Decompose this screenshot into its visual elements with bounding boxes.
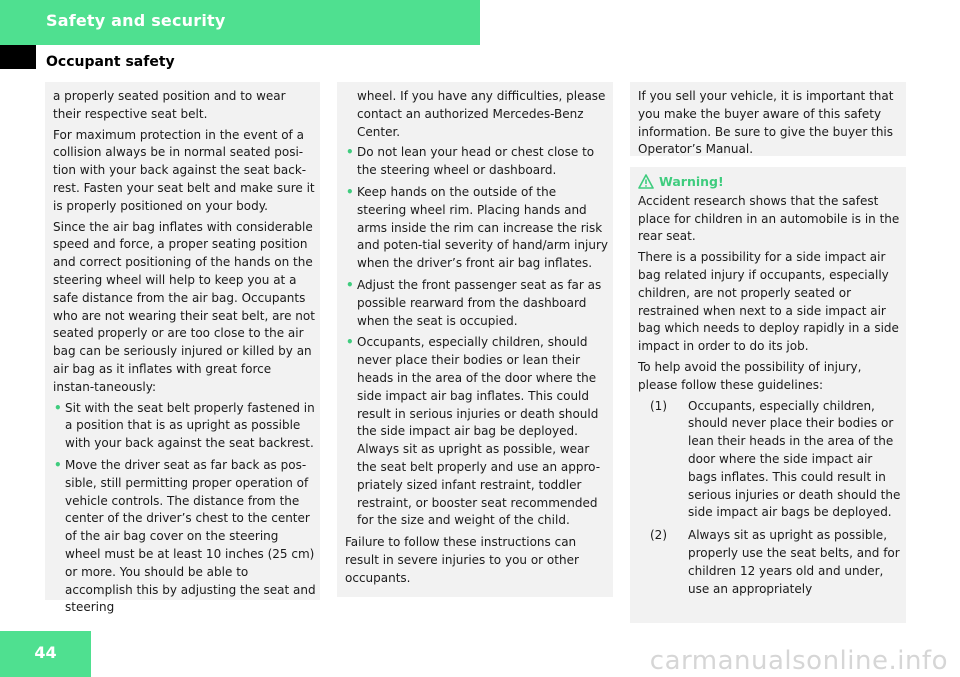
item-number: (1) [650, 398, 667, 413]
watermark: carmanualsonline.info [649, 646, 948, 676]
paragraph: To help avoid the possibility of injury, please follow these guidelines: [638, 359, 862, 392]
bullet-icon: • [346, 277, 354, 292]
bullet-list [53, 400, 316, 618]
page-number: 44 [34, 643, 57, 662]
list-item [638, 398, 902, 523]
numbered-list [638, 398, 902, 599]
paragraph: Since the air bag inflates with considerable speed and force, a proper seating position and correct positioning of the hands on the steering wheel will help to keep you at a safe distance from the air bag. Occupants who are not wearing their seat belt, are not seated properly or are too close to the air bag can be seriously injured or killed by an air bag as it inflates with great force instan-taneously: [53, 219, 315, 394]
paragraph: There is a possibility for a side impact air bag related injury if occupants, especially children, are not properly seated or restrained when next to a side impact air bag which needs to deploy rapidly in a side impact in order to do its job. [638, 250, 899, 354]
warning-heading [638, 173, 902, 191]
list-item: • Do not lean your head or chest close to the steering wheel or dashboard. [346, 145, 595, 178]
list-item: • Sit with the seat belt properly fastened in a position that is as upright as possible with your back against the seat backrest. [54, 400, 315, 451]
bullet-icon: • [346, 184, 354, 199]
bullet-icon: • [346, 335, 354, 350]
section-title: Safety and security [46, 11, 226, 30]
paragraph-continued: wheel. If you have any difficulties, please contact an authorized Mercedes-Benz Center. [357, 89, 606, 139]
warning-title: Warning! [659, 174, 724, 189]
text-column-2 [337, 82, 613, 597]
list-item [638, 527, 902, 598]
bullet-icon: • [346, 145, 354, 160]
text-column-3-note [630, 82, 906, 156]
paragraph: If you sell your vehicle, it is important that you make the buyer aware of this safety information. Be sure to give the buyer this Operator’s Manual. [638, 89, 894, 157]
list-item: • Keep hands on the outside of the steering wheel rim. Placing hands and arms inside the rim can increase the risk and poten-tial severity of hand/arm injury when the driver’s front air bag inflates. [346, 184, 609, 271]
list-item: • Adjust the front passenger seat as far as possible rearward from the dashboard when the seat is occupied. [346, 277, 602, 328]
paragraph: Accident research shows that the safest place for children in an automobile is in the rear seat. [638, 193, 900, 244]
warning-triangle-icon [638, 174, 654, 189]
header-band [0, 0, 480, 45]
section-tab-marker [0, 45, 36, 69]
item-number: (2) [650, 528, 667, 543]
page-subtitle: Occupant safety [46, 54, 175, 70]
bullet-icon: • [54, 400, 62, 415]
paragraph: a properly seated position and to wear their respective seat belt. [53, 89, 286, 121]
text-column-1 [45, 82, 320, 615]
item-text: Always sit as upright as possible, properly use the seat belts, and for children 12 years old and under, use an appropriately [688, 528, 900, 596]
bullet-icon: • [54, 457, 62, 472]
page-number-box [0, 631, 91, 677]
warning-box [630, 167, 906, 623]
list-item: • Move the driver seat as far back as pos-sible, still permitting proper operation of vehicle controls. The distance from the center of the driver’s chest to the center of the air bag cover on the steering wheel must be at least 10 inches (25 cm) or more. You should be able to accomplish this by adjusting the seat and steering [54, 457, 316, 615]
paragraph: For maximum protection in the event of a collision always be in normal seated posi-tion with your back against the seat back-rest. Fasten your seat belt and make sure it is properly positioned on your body. [53, 127, 315, 213]
bullet-list [345, 144, 609, 530]
item-text: Occupants, especially children, should never place their bodies or lean their heads in the area of the door where the side impact air bags inflates. This could result in serious injuries or death should the side impact air bags be deployed. [688, 398, 901, 520]
list-item: • Occupants, especially children, should never place their bodies or lean their heads in the area of the door where the side impact air bag inflates. This could result in serious injuries or death should the side impact air bag be deployed. Always sit as upright as possible, wear the seat belt properly and use an appro-priately sized infant restraint, toddler restraint, or booster seat recommended for the size and weight of the child. [346, 335, 601, 528]
paragraph: Failure to follow these instructions can result in severe injuries to you or other occupants. [345, 535, 579, 585]
